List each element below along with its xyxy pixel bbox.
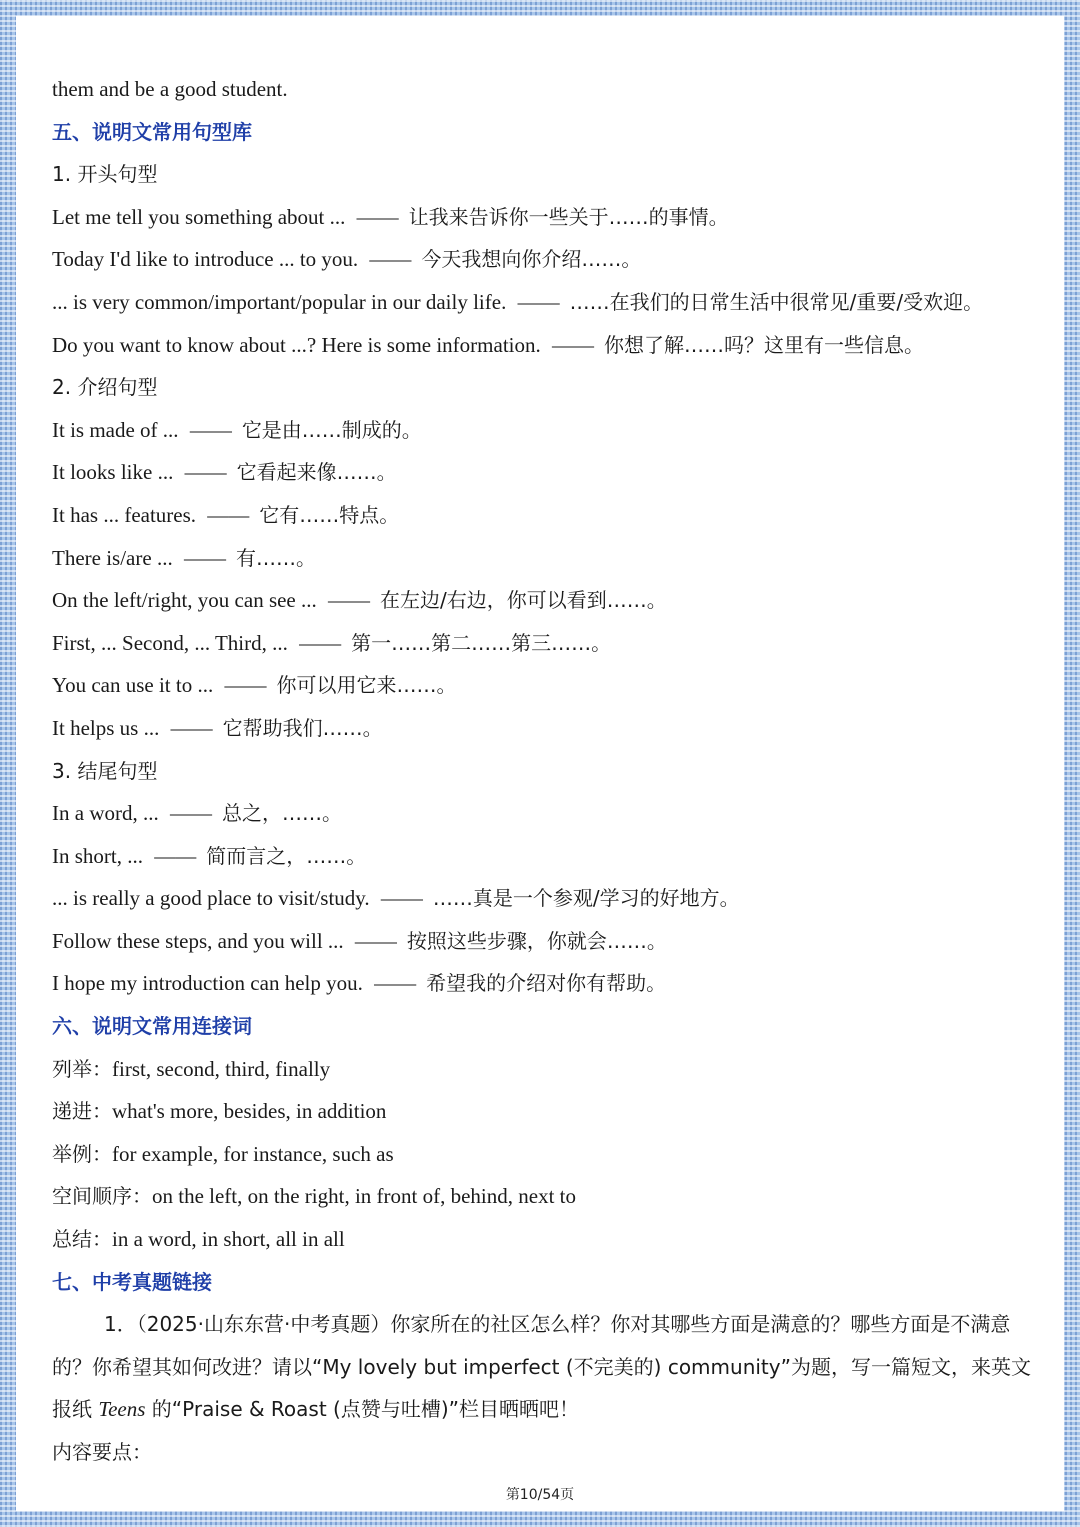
- pattern-dash: ——: [184, 460, 227, 485]
- exam-question-part2: 的“Praise & Roast (点赞与吐槽)”栏目晒晒吧！: [145, 1397, 580, 1422]
- pattern-chinese: 今天我想向你介绍……。: [421, 247, 642, 272]
- pattern-chinese: 希望我的介绍对你有帮助。: [426, 971, 667, 996]
- sentence-pattern-row: [52, 238, 1042, 281]
- connector-words: first, second, third, finally: [112, 1056, 331, 1081]
- pattern-chinese: 你想了解……吗？这里有一些信息。: [604, 332, 924, 357]
- pattern-english: First, ... Second, ... Third, ...: [52, 630, 288, 655]
- sentence-pattern-row: [52, 196, 1042, 239]
- pattern-english: ... is really a good place to visit/study.: [52, 886, 370, 911]
- pattern-dash: ——: [374, 971, 417, 996]
- connector-row: [52, 1133, 1042, 1176]
- pattern-english: Follow these steps, and you will ...: [52, 928, 344, 953]
- connector-list: [52, 1048, 1042, 1261]
- pattern-chinese: ……真是一个参观/学习的好地方。: [432, 886, 740, 911]
- sentence-pattern-row: [52, 324, 1042, 367]
- exam-question: [52, 1303, 1042, 1431]
- ending-patterns-list: [52, 792, 1042, 1005]
- ending-patterns-title: 3. 结尾句型: [52, 758, 158, 783]
- pattern-english: It looks like ...: [52, 460, 174, 485]
- pattern-english: There is/are ...: [52, 545, 173, 570]
- introduce-patterns-title: 2. 介绍句型: [52, 375, 158, 400]
- document-page: [16, 16, 1064, 1511]
- pattern-chinese: 简而言之，……。: [206, 843, 367, 868]
- opening-patterns-list: [52, 196, 1042, 366]
- pattern-dash: ——: [189, 417, 232, 442]
- pattern-chinese: 它看起来像……。: [236, 460, 397, 485]
- introduce-patterns-list: [52, 409, 1042, 750]
- exam-question-newspaper: Teens: [98, 1397, 146, 1422]
- pattern-english: Do you want to know about ...? Here is some information.: [52, 332, 541, 357]
- sentence-pattern-row: [52, 579, 1042, 622]
- connector-words: what's more, besides, in addition: [112, 1099, 387, 1124]
- sentence-pattern-row: [52, 409, 1042, 452]
- pattern-dash: ——: [354, 928, 397, 953]
- pattern-english: Today I'd like to introduce ... to you.: [52, 247, 359, 272]
- pattern-dash: ——: [207, 502, 250, 527]
- document-content: [52, 68, 1042, 1474]
- pattern-dash: ——: [299, 630, 342, 655]
- pattern-chinese: 按照这些步骤，你就会……。: [406, 928, 667, 953]
- pattern-english: It has ... features.: [52, 502, 197, 527]
- pattern-english: In short, ...: [52, 843, 143, 868]
- pattern-dash: ——: [224, 673, 267, 698]
- pattern-chinese: 它是由……制成的。: [241, 417, 422, 442]
- pattern-chinese: 让我来告诉你一些关于……的事情。: [408, 204, 729, 229]
- pattern-dash: ——: [380, 886, 423, 911]
- connector-row: [52, 1090, 1042, 1133]
- pattern-dash: ——: [154, 843, 197, 868]
- connector-words: in a word, in short, all in all: [112, 1227, 345, 1252]
- pattern-english: In a word, ...: [52, 801, 159, 826]
- connector-category: 递进：: [52, 1099, 112, 1124]
- pattern-dash: ——: [169, 801, 212, 826]
- pattern-english: It is made of ...: [52, 417, 179, 442]
- connector-words: for example, for instance, such as: [112, 1141, 394, 1166]
- pattern-english: Let me tell you something about ...: [52, 204, 346, 229]
- connector-category: 空间顺序：: [52, 1184, 152, 1209]
- connector-row: [52, 1048, 1042, 1091]
- pattern-english: It helps us ...: [52, 715, 160, 740]
- pattern-english: On the left/right, you can see ...: [52, 588, 317, 613]
- sentence-pattern-row: [52, 622, 1042, 665]
- pattern-chinese: 有……。: [235, 545, 316, 570]
- pattern-chinese: 在左边/右边，你可以看到……。: [380, 588, 667, 613]
- sentence-pattern-row: [52, 835, 1042, 878]
- sentence-pattern-row: [52, 877, 1042, 920]
- content-points-label: 内容要点：: [52, 1440, 152, 1464]
- sentence-pattern-row: [52, 664, 1042, 707]
- sentence-pattern-row: [52, 537, 1042, 580]
- pattern-dash: ——: [369, 247, 412, 272]
- pattern-chinese: 总之，……。: [221, 801, 342, 826]
- pattern-dash: ——: [170, 715, 213, 740]
- sentence-pattern-row: [52, 792, 1042, 835]
- intro-line: them and be a good student.: [52, 77, 288, 101]
- pattern-dash: ——: [552, 332, 594, 357]
- opening-patterns-title: 1. 开头句型: [52, 162, 158, 187]
- pattern-chinese: 它帮助我们……。: [222, 715, 383, 740]
- connector-category: 列举：: [52, 1056, 112, 1081]
- pattern-english: ... is very common/important/popular in our daily life.: [52, 289, 507, 314]
- pattern-chinese: 第一……第二……第三……。: [351, 630, 612, 655]
- sentence-pattern-row: [52, 962, 1042, 1005]
- pattern-dash: ——: [328, 588, 371, 613]
- connector-category: 举例：: [52, 1141, 112, 1166]
- sentence-pattern-row: [52, 281, 1042, 324]
- connector-row: [52, 1218, 1042, 1261]
- connector-category: 总结：: [52, 1227, 112, 1252]
- section6-heading: 六、说明文常用连接词: [52, 1014, 252, 1039]
- pattern-english: I hope my introduction can help you.: [52, 971, 363, 996]
- pattern-chinese: 它有……特点。: [259, 502, 400, 527]
- pattern-dash: ——: [517, 289, 560, 314]
- pattern-dash: ——: [356, 204, 399, 229]
- connector-row: [52, 1175, 1042, 1218]
- sentence-pattern-row: [52, 707, 1042, 750]
- pattern-chinese: ……在我们的日常生活中很常见/重要/受欢迎。: [569, 289, 984, 314]
- sentence-pattern-row: [52, 494, 1042, 537]
- sentence-pattern-row: [52, 920, 1042, 963]
- page-number: 第10/54页: [505, 1487, 575, 1503]
- pattern-english: You can use it to ...: [52, 673, 214, 698]
- exam-question-part1: 1．（2025·山东东营·中考真题）你家所在的社区怎么样？你对其哪些方面是满意的？哪些方面是不满意的？你希望其如何改进？请以“My lovely but imperfect (不完美的) community”为题，写一篇短文，来英文报纸: [52, 1312, 1031, 1422]
- pattern-chinese: 你可以用它来……。: [276, 673, 457, 698]
- connector-words: on the left, on the right, in front of, behind, next to: [152, 1184, 576, 1209]
- sentence-pattern-row: [52, 451, 1042, 494]
- section7-heading: 七、中考真题链接: [52, 1269, 212, 1294]
- pattern-dash: ——: [183, 545, 226, 570]
- section5-heading: 五、说明文常用句型库: [52, 119, 252, 144]
